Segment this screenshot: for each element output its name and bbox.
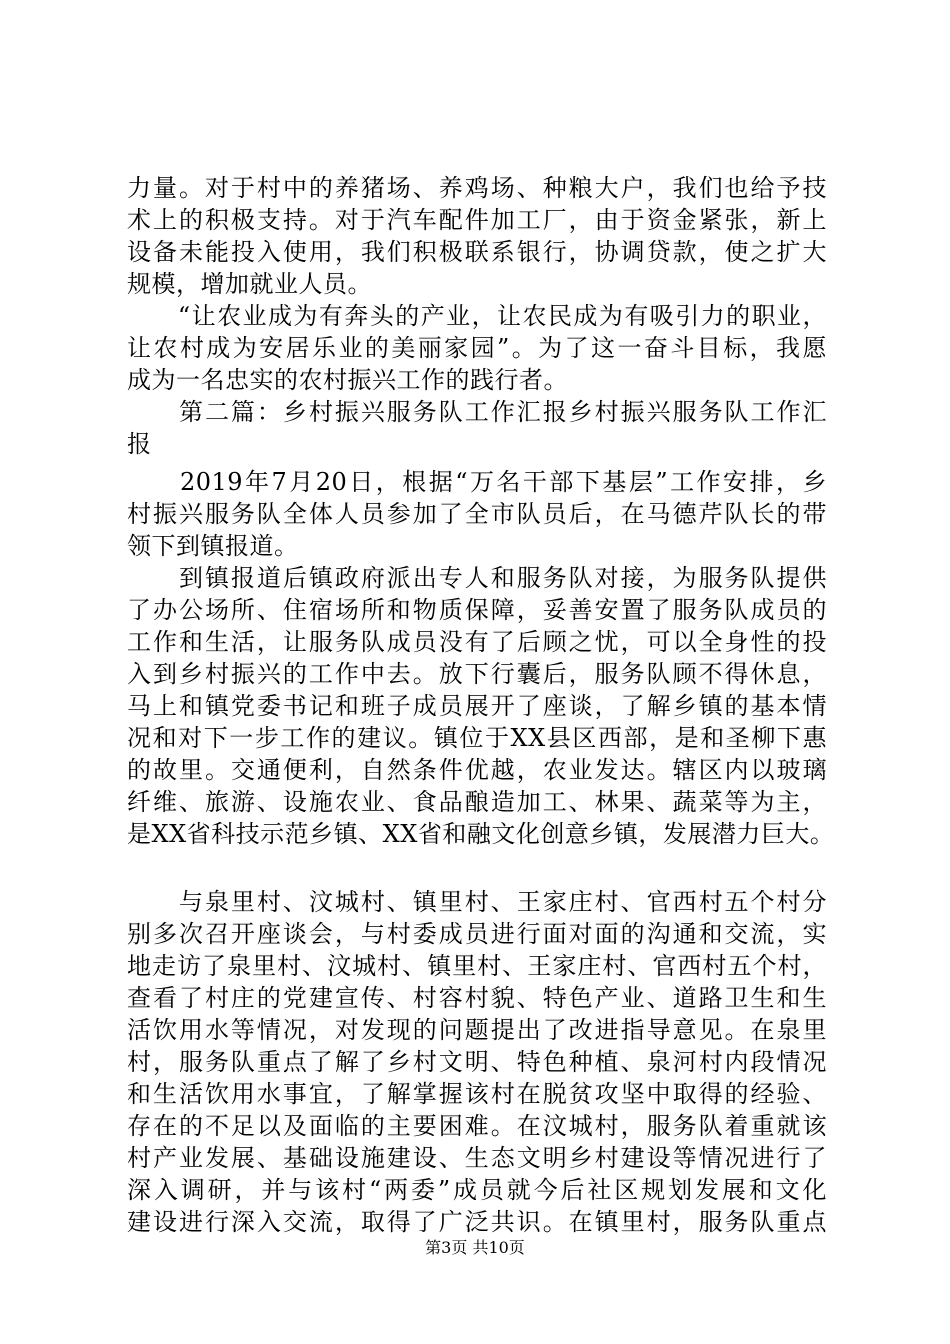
section-heading-line: 报 bbox=[127, 430, 152, 458]
text-line: 纤维、旅游、设施农业、食品酿造加工、林果、蔬菜等为主， bbox=[127, 788, 827, 816]
text-line: 别多次召开座谈会，与村委成员进行面对面的沟通和交流，实 bbox=[127, 920, 827, 948]
section-heading-line: 第二篇：乡村振兴服务队工作汇报乡村振兴服务队工作汇 bbox=[127, 398, 827, 426]
text-line: 入到乡村振兴的工作中去。放下行囊后，服务队顾不得休息， bbox=[127, 660, 827, 688]
text-line: 和生活饮用水事宜，了解掌握该村在脱贫攻坚中取得的经验、 bbox=[127, 1080, 827, 1108]
text-line: 2019年7月20日，根据“万名干部下基层”工作安排，乡 bbox=[127, 468, 827, 496]
text-line: 村产业发展、基础设施建设、生态文明乡村建设等情况进行了 bbox=[127, 1144, 827, 1172]
page-number-footer: 第3页 共10页 bbox=[425, 1238, 525, 1257]
text-line: 了办公场所、住宿场所和物质保障，妥善安置了服务队成员的 bbox=[127, 596, 827, 624]
text-line: 成为一名忠实的农村振兴工作的践行者。 bbox=[127, 366, 568, 394]
document-body bbox=[127, 172, 835, 1238]
text-line: “让农业成为有奔头的产业，让农民成为有吸引力的职业， bbox=[127, 302, 827, 330]
text-line: 深入调研，并与该村“两委”成员就今后社区规划发展和文化 bbox=[127, 1176, 827, 1204]
text-line: 领下到镇报道。 bbox=[127, 532, 299, 560]
text-line: 地走访了泉里村、汶城村、镇里村、王家庄村、官西村五个村， bbox=[127, 952, 827, 980]
text-line: 是XX省科技示范乡镇、XX省和融文化创意乡镇，发展潜力巨大。 bbox=[127, 820, 835, 848]
text-line: 村，服务队重点了解了乡村文明、特色种植、泉河村内段情况 bbox=[127, 1048, 827, 1076]
text-line: 规模，增加就业人员。 bbox=[127, 270, 372, 298]
text-line: 的故里。交通便利，自然条件优越，农业发达。辖区内以玻璃 bbox=[127, 756, 827, 784]
text-line: 存在的不足以及面临的主要困难。在汶城村，服务队着重就该 bbox=[127, 1112, 827, 1140]
text-line: 况和对下一步工作的建议。镇位于XX县区西部，是和圣柳下惠 bbox=[127, 724, 827, 752]
text-line: 设备未能投入使用，我们积极联系银行，协调贷款，使之扩大 bbox=[127, 238, 827, 266]
text-line: 力量。对于村中的养猪场、养鸡场、种粮大户，我们也给予技 bbox=[127, 174, 827, 202]
text-line: 与泉里村、汶城村、镇里村、王家庄村、官西村五个村分 bbox=[127, 888, 827, 916]
text-line: 到镇报道后镇政府派出专人和服务队对接，为服务队提供 bbox=[127, 564, 827, 592]
text-line: 建设进行深入交流，取得了广泛共识。在镇里村，服务队重点 bbox=[127, 1208, 827, 1236]
text-line: 查看了村庄的党建宣传、村容村貌、特色产业、道路卫生和生 bbox=[127, 984, 827, 1012]
text-line: 活饮用水等情况，对发现的问题提出了改进指导意见。在泉里 bbox=[127, 1016, 827, 1044]
text-line: 工作和生活，让服务队成员没有了后顾之忧，可以全身性的投 bbox=[127, 628, 827, 656]
text-line: 村振兴服务队全体人员参加了全市队员后，在马德芹队长的带 bbox=[127, 500, 827, 528]
spacer bbox=[127, 850, 827, 886]
text-line: 让农村成为安居乐业的美丽家园”。为了这一奋斗目标，我愿 bbox=[127, 334, 827, 362]
text-line: 马上和镇党委书记和班子成员展开了座谈，了解乡镇的基本情 bbox=[127, 692, 827, 720]
text-line: 术上的积极支持。对于汽车配件加工厂，由于资金紧张，新上 bbox=[127, 206, 827, 234]
